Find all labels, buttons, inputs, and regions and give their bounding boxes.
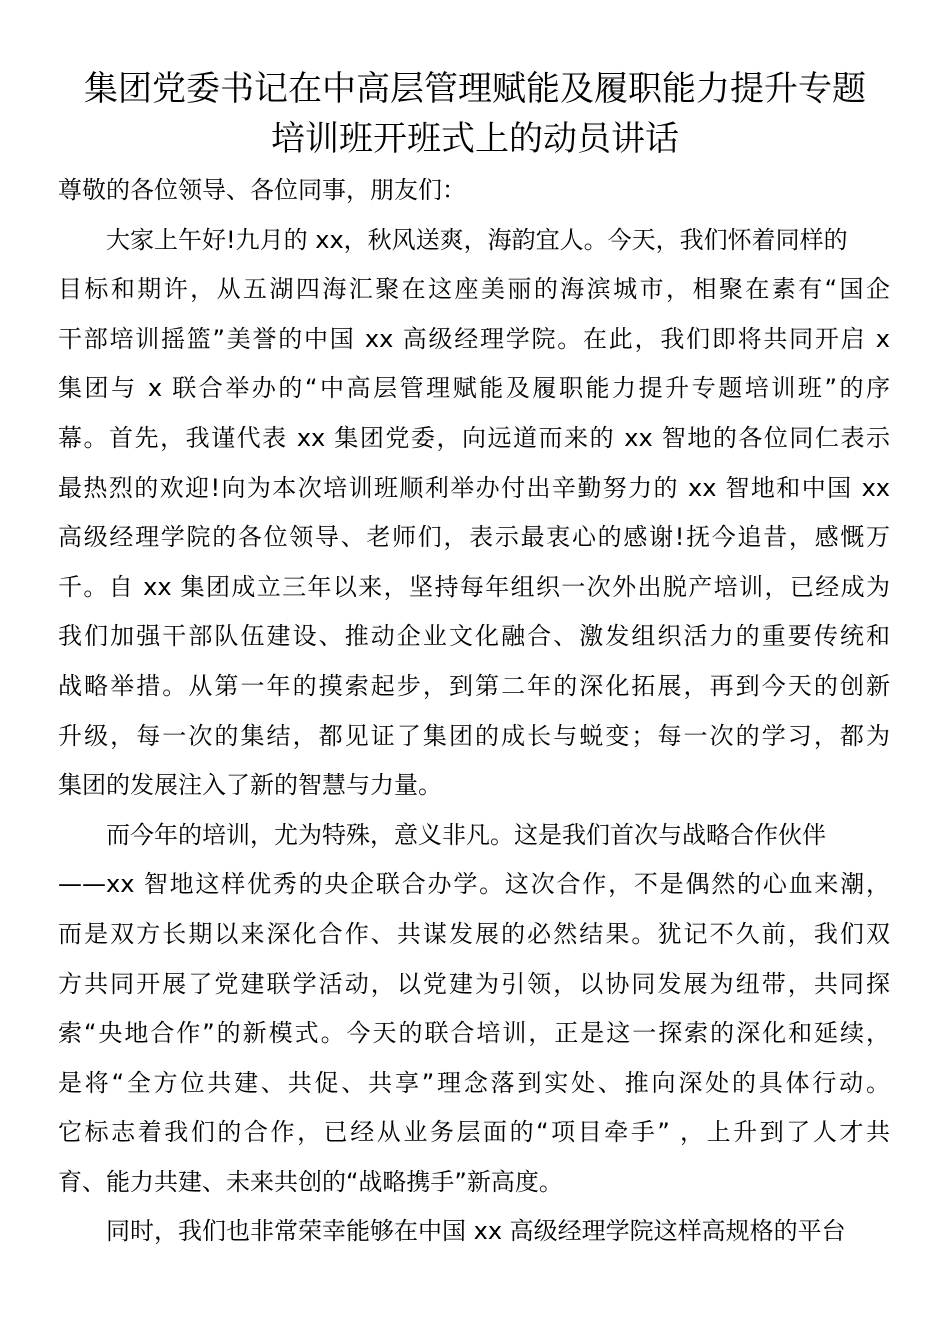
paragraph-2-line-6: 是将“全方位共建、共促、共享”理念落到实处、推向深处的具体行动。 bbox=[58, 1068, 890, 1097]
paragraph-3-line-1: 同时，我们也非常荣幸能够在中国 xx 高级经理学院这样高规格的平台 bbox=[106, 1217, 846, 1246]
paragraph-2-line-7: 它标志着我们的合作，已经从业务层面的“项目牵手” ，上升到了人才共 bbox=[58, 1118, 890, 1147]
salutation: 尊敬的各位领导、各位同事，朋友们： bbox=[58, 176, 466, 204]
title-line-2: 培训班开班式上的动员讲话 bbox=[271, 119, 679, 159]
paragraph-2-line-3: 而是双方长期以来深化合作、共谋发展的必然结果。犹记不久前，我们双 bbox=[58, 919, 890, 948]
paragraph-1-line-11: 升级，每一次的集结，都见证了集团的成长与蜕变；每一次的学习，都为 bbox=[58, 721, 890, 750]
title-line-1: 集团党委书记在中高层管理赋能及履职能力提升专题 bbox=[84, 69, 866, 109]
paragraph-1-line-9: 我们加强干部队伍建设、推动企业文化融合、激发组织活力的重要传统和 bbox=[58, 622, 890, 651]
paragraph-1-line-10: 战略举措。从第一年的摸索起步，到第二年的深化拓展，再到今天的创新 bbox=[58, 671, 890, 700]
paragraph-1-line-12: 集团的发展注入了新的智慧与力量。 bbox=[58, 771, 442, 800]
paragraph-1-line-3: 干部培训摇篮”美誉的中国 xx 高级经理学院。在此，我们即将共同开启 x bbox=[58, 324, 890, 353]
paragraph-1-line-5: 幕。首先，我谨代表 xx 集团党委，向远道而来的 xx 智地的各位同仁表示 bbox=[58, 423, 890, 452]
paragraph-1-line-8: 千。自 xx 集团成立三年以来，坚持每年组织一次外出脱产培训，已经成为 bbox=[58, 572, 890, 601]
paragraph-1-line-6: 最热烈的欢迎!向为本次培训班顺利举办付出辛勤努力的 xx 智地和中国 xx bbox=[58, 473, 890, 502]
paragraph-1-line-1: 大家上午好!九月的 xx，秋风送爽，海韵宜人。今天，我们怀着同样的 bbox=[106, 225, 848, 254]
paragraph-1-line-2: 目标和期许，从五湖四海汇聚在这座美丽的海滨城市，相聚在素有“国企 bbox=[58, 275, 890, 304]
paragraph-2-line-2: ——xx 智地这样优秀的央企联合办学。这次合作，不是偶然的心血来潮， bbox=[58, 870, 890, 899]
document-title bbox=[60, 64, 890, 164]
paragraph-2-line-1: 而今年的培训，尤为特殊，意义非凡。这是我们首次与战略合作伙伴 bbox=[106, 820, 826, 849]
paragraph-1-line-4: 集团与 x 联合举办的“中高层管理赋能及履职能力提升专题培训班”的序 bbox=[58, 374, 890, 403]
paragraph-1-line-7: 高级经理学院的各位领导、老师们，表示最衷心的感谢!抚今追昔，感慨万 bbox=[58, 523, 890, 552]
paragraph-2-line-4: 方共同开展了党建联学活动，以党建为引领，以协同发展为纽带，共同探 bbox=[58, 969, 890, 998]
paragraph-2-line-5: 索“央地合作”的新模式。今天的联合培训，正是这一探索的深化和延续， bbox=[58, 1019, 890, 1048]
document-body bbox=[58, 166, 890, 1257]
paragraph-2-line-8: 育、能力共建、未来共创的“战略携手”新高度。 bbox=[58, 1167, 563, 1196]
